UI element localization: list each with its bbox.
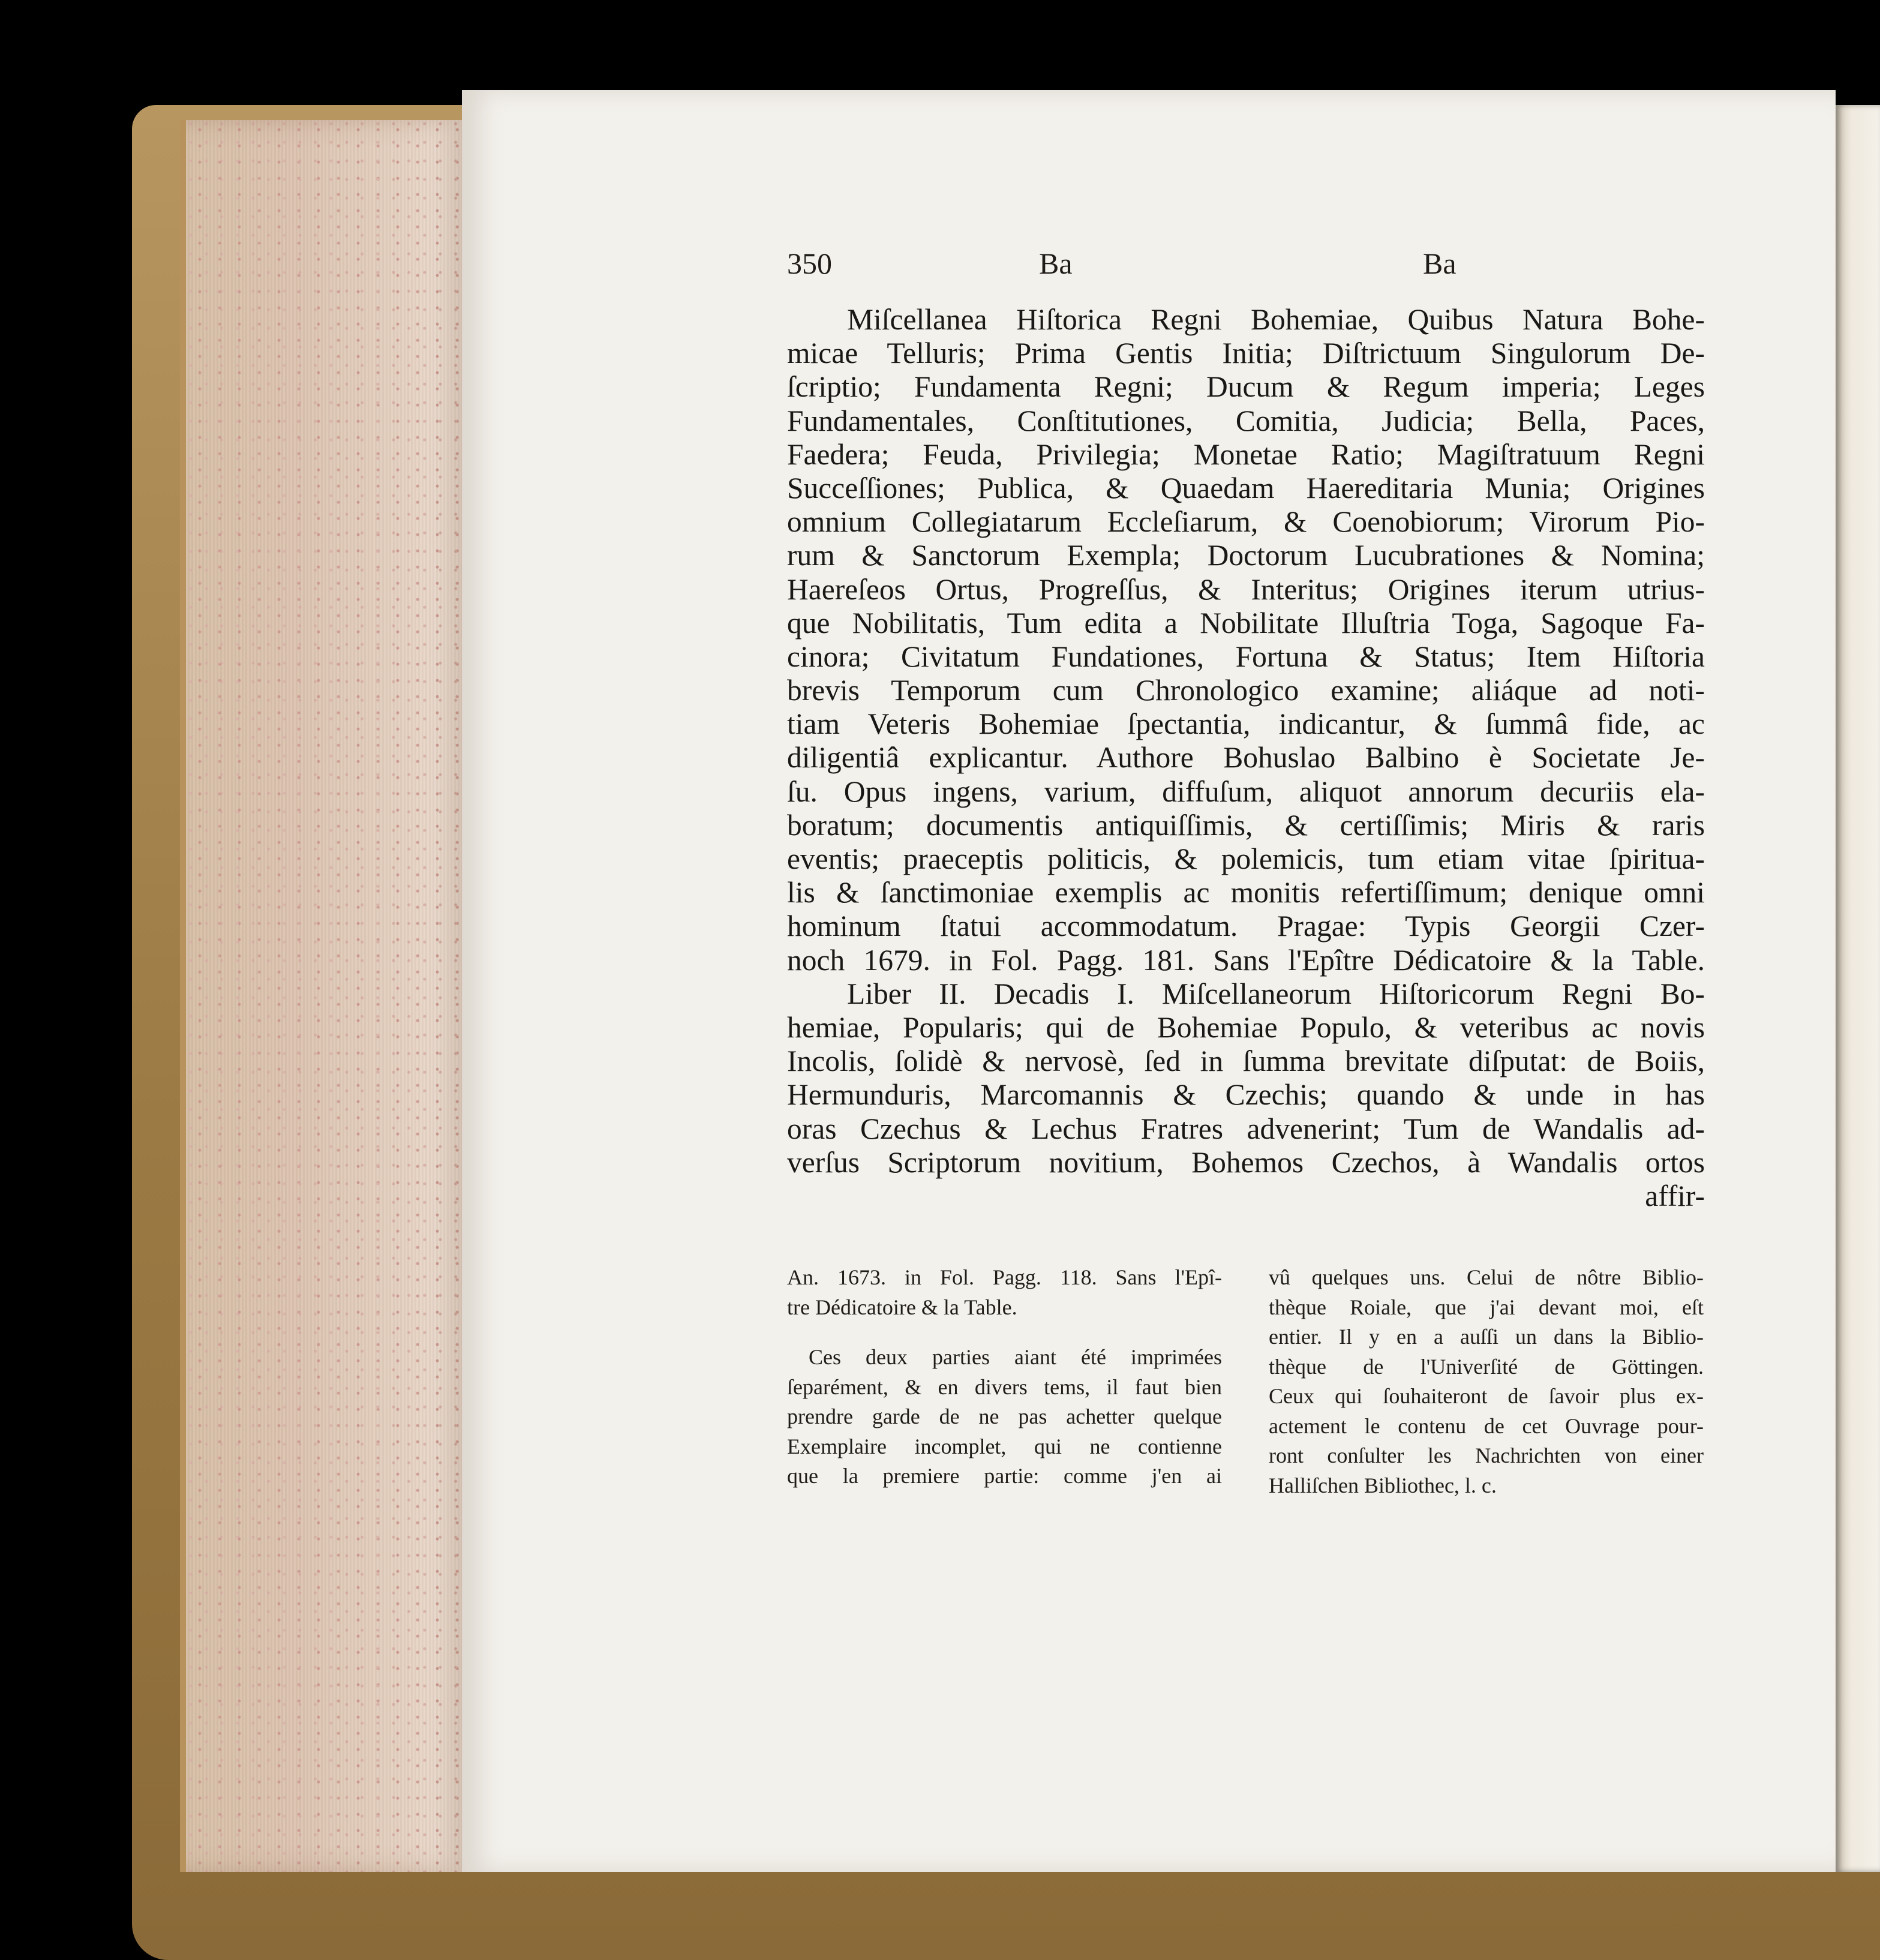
note-line: ront conſulter les Nachrichten von einer (1269, 1443, 1704, 1467)
text-line: Liber II. Decadis I. Miſcellaneorum Hiſtoricorum Regni Bo- (847, 977, 1705, 1010)
note-line: prendre garde de ne pas achetter quelque (787, 1404, 1222, 1428)
page-edge-right (1836, 105, 1880, 1872)
note-line: entier. Il y en a auſſi un dans la Biblio- (1269, 1325, 1704, 1349)
note-column-right (1269, 1263, 1704, 1500)
text-line: verſus Scriptorum novitium, Bohemos Czechos, à Wandalis ortos (787, 1145, 1705, 1179)
note-line: Ceux qui ſouhaiteront de ſavoir plus ex- (1269, 1384, 1704, 1408)
text-line: ſcriptio; Fundamenta Regni; Ducum & Regum imperia; Leges (787, 370, 1705, 404)
note-line: thèque Roiale, que j'ai devant moi, eſt (1269, 1295, 1704, 1319)
note-line: An. 1673. in Fol. Pagg. 118. Sans l'Epî- (787, 1265, 1222, 1289)
text-line: Faedera; Feuda, Privilegia; Monetae Ratio; Magiſtratuum Regni (787, 437, 1705, 471)
text-line: tiam Veteris Bohemiae ſpectantia, indicantur, & ſummâ fide, ac (787, 707, 1705, 741)
text-line: noch 1679. in Fol. Pagg. 181. Sans l'Epître Dédicatoire & la Table. (787, 943, 1705, 977)
text-line: diligentiâ explicantur. Authore Bohuslao Balbino è Societate Je- (787, 741, 1705, 775)
text-line: Fundamentales, Conſtitutiones, Comitia, Judicia; Bella, Paces, (787, 404, 1705, 437)
note-line: vû quelques uns. Celui de nôtre Biblio- (1269, 1265, 1704, 1289)
text-line: Haereſeos Ortus, Progreſſus, & Interitus; Origines iterum utrius- (787, 572, 1705, 606)
text-line: eventis; praeceptis politicis, & polemicis, tum etiam vitae ſpiritua- (787, 842, 1705, 875)
text-line: Miſcellanea Hiſtorica Regni Bohemiae, Quibus Natura Bohe- (847, 303, 1705, 336)
main-entry (787, 303, 1705, 1213)
running-header (787, 246, 1705, 288)
text-line: hominum ſtatui accommodatum. Pragae: Typis Georgii Czer- (787, 910, 1705, 943)
text-line: que Nobilitatis, Tum edita a Nobilitate Illuſtria Toga, Sagoque Fa- (787, 606, 1705, 640)
text-line: omnium Collegiatarum Eccleſiarum, & Coenobiorum; Virorum Pio- (787, 505, 1705, 539)
header-right: Ba (1423, 247, 1456, 280)
note-line: tre Dédicatoire & la Table. (787, 1295, 1017, 1319)
catchword: affir- (1645, 1179, 1705, 1212)
text-line: micae Telluris; Prima Gentis Initia; Diſtrictuum Singulorum De- (787, 337, 1705, 370)
page-edges-left (180, 120, 468, 1872)
note-line: Exemplaire incomplet, qui ne contienne (787, 1434, 1222, 1458)
text-line: Incolis, ſolidè & nervosè, ſed in ſumma brevitate diſputat: de Boiis, (787, 1044, 1705, 1078)
header-left: Ba (1039, 247, 1073, 280)
note-line: ſeparément, & en divers tems, il faut bien (787, 1374, 1222, 1399)
note-line: actement le contenu de cet Ouvrage pour- (1269, 1413, 1704, 1438)
page-number: 350 (787, 247, 832, 280)
note-line: que la premiere partie: comme j'en ai (787, 1464, 1222, 1488)
text-line: lis & ſanctimoniae exemplis ac monitis refertiſſimum; denique omni (787, 876, 1705, 910)
note-line: Halliſchen Bibliothec, l. c. (1269, 1473, 1497, 1497)
text-line: ſu. Opus ingens, varium, diffuſum, aliquot annorum decuriis ela- (787, 775, 1705, 808)
text-line: brevis Temporum cum Chronologico examine; aliáque ad noti- (787, 674, 1705, 707)
text-line: hemiae, Popularis; qui de Bohemiae Populo, & veteribus ac novis (787, 1010, 1705, 1044)
text-line: boratum; documentis antiquiſſimis, & certiſſimis; Miris & raris (787, 808, 1705, 842)
text-line: oras Czechus & Lechus Fratres advenerint; Tum de Wandalis ad- (787, 1112, 1705, 1145)
text-line: rum & Sanctorum Exempla; Doctorum Lucubrationes & Nomina; (787, 539, 1705, 572)
note-column-left (787, 1263, 1222, 1491)
text-line: Hermunduris, Marcomannis & Czechis; quando & unde in has (787, 1078, 1705, 1112)
note-line: thèque de l'Univerſité de Göttingen. (1269, 1354, 1704, 1379)
text-line: Succeſſiones; Publica, & Quaedam Haereditaria Munia; Origines (787, 471, 1705, 505)
note-line: Ces deux parties aiant été imprimées (809, 1345, 1222, 1369)
text-line: cinora; Civitatum Fundationes, Fortuna & Status; Item Hiſtoria (787, 640, 1705, 673)
